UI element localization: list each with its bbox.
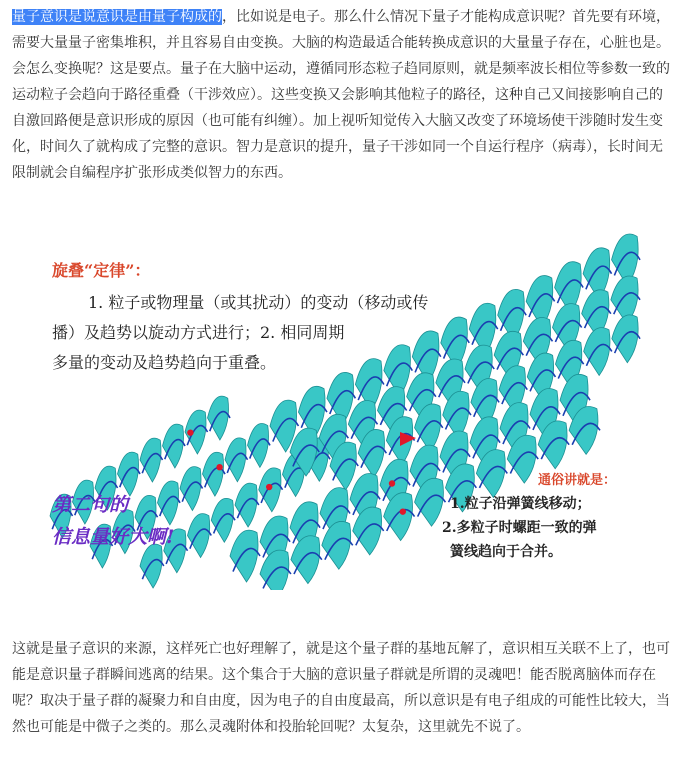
spring-fin [180, 467, 201, 511]
spring-fin [353, 507, 382, 555]
spring-fin [225, 438, 246, 482]
particle-dot [389, 480, 395, 486]
spring-fin [384, 493, 413, 541]
figure-rule-line-3: 多量的变动及趋势趋向于重叠。 [52, 353, 277, 372]
particle-dot [187, 429, 193, 435]
article-paragraph-2: 这就是量子意识的来源，这样死亡也好理解了，就是这个量子群的基地瓦解了，意识相互关联不上了，也可能是意识量子群瞬间逃离的结果。这个集合于大脑的意识量子群就是所谓的灵魂吧！能否脱离脑体而存在呢？取决于量子群的凝聚力和自由度，因为电子的自由度最高，所以意识是有电子组成的可能性比较大，当然也可能是中微子之类的。那么灵魂附体和投胎轮回呢？太复杂，这里就先不说了。 [12, 641, 670, 735]
spring-fin [188, 514, 210, 558]
figure-rule-line-2: 播）及趋势以旋动方式进行；2. 相同周期 [52, 323, 345, 342]
figure-popular-line-1: 1.粒子沿弹簧线移动； [450, 496, 591, 512]
spring-fin [211, 498, 233, 542]
figure-note-line-2: 信息量好大啊! [52, 526, 175, 548]
figure-rule-line-1: 1. 粒子或物理量（或其扰动）的变动（移动或传 [88, 293, 429, 312]
spring-fin [158, 481, 179, 525]
paragraph-1-text: ，比如说是电子。那么什么情况下量子才能构成意识呢？首先要有环境，需要大量量子密集堆积，并且容易自由变换。大脑的构造最适合能转换成意识的大量量子存在，心脏也是。会怎么变换呢？这是要点。量子在大脑中运动，遵循同形态粒子趋同原则，就是频率波长相位等参数一致的运动粒子会趋向于路径重叠（干涉效应）。这些变换又会影响其他粒子的路径，这种自己又间接影响自己的自激回路便是意识形成的原因（也可能有纠缠）。加上视听知觉传入大脑又改变了环境场使干涉随时发生变化，时间久了就构成了完整的意识。智力是意识的提升，量子干涉如同一个自运行程序（病毒），长时间无限制就会自编程序扩张形成类似智力的东西。 [12, 9, 670, 181]
spring-fin [203, 452, 224, 496]
spring-fin [291, 536, 320, 584]
spring-fin [230, 530, 258, 582]
particle-dot [266, 484, 272, 490]
spring-fin [584, 328, 610, 376]
spring-fin [140, 544, 162, 588]
spring-fin [208, 396, 229, 440]
spring-fin [612, 315, 638, 363]
figure-popular-line-2: 2.多粒子时螺距一致的弹 [442, 520, 597, 536]
figure-canvas [30, 226, 660, 590]
particle-dot [216, 464, 222, 470]
figure-note-line-1: 第二句的 [52, 494, 129, 516]
selected-text-highlight[interactable]: 量子意识是说意识是由量子构成的 [12, 9, 222, 25]
article-paragraph-1 [12, 4, 675, 186]
particle-dot [400, 508, 406, 514]
figure-title: 旋叠“定律”： [52, 261, 151, 280]
figure-popular-title: 通俗讲就是： [538, 473, 617, 488]
spring-fin [163, 424, 184, 468]
spring-fin [322, 521, 351, 569]
spring-fin [248, 424, 269, 468]
spring-fin [118, 452, 139, 496]
spring-fin [235, 483, 257, 527]
spiral-law-figure [30, 226, 660, 590]
figure-popular-line-3: 簧线趋向于合并。 [450, 544, 562, 560]
spring-fin [140, 438, 161, 482]
